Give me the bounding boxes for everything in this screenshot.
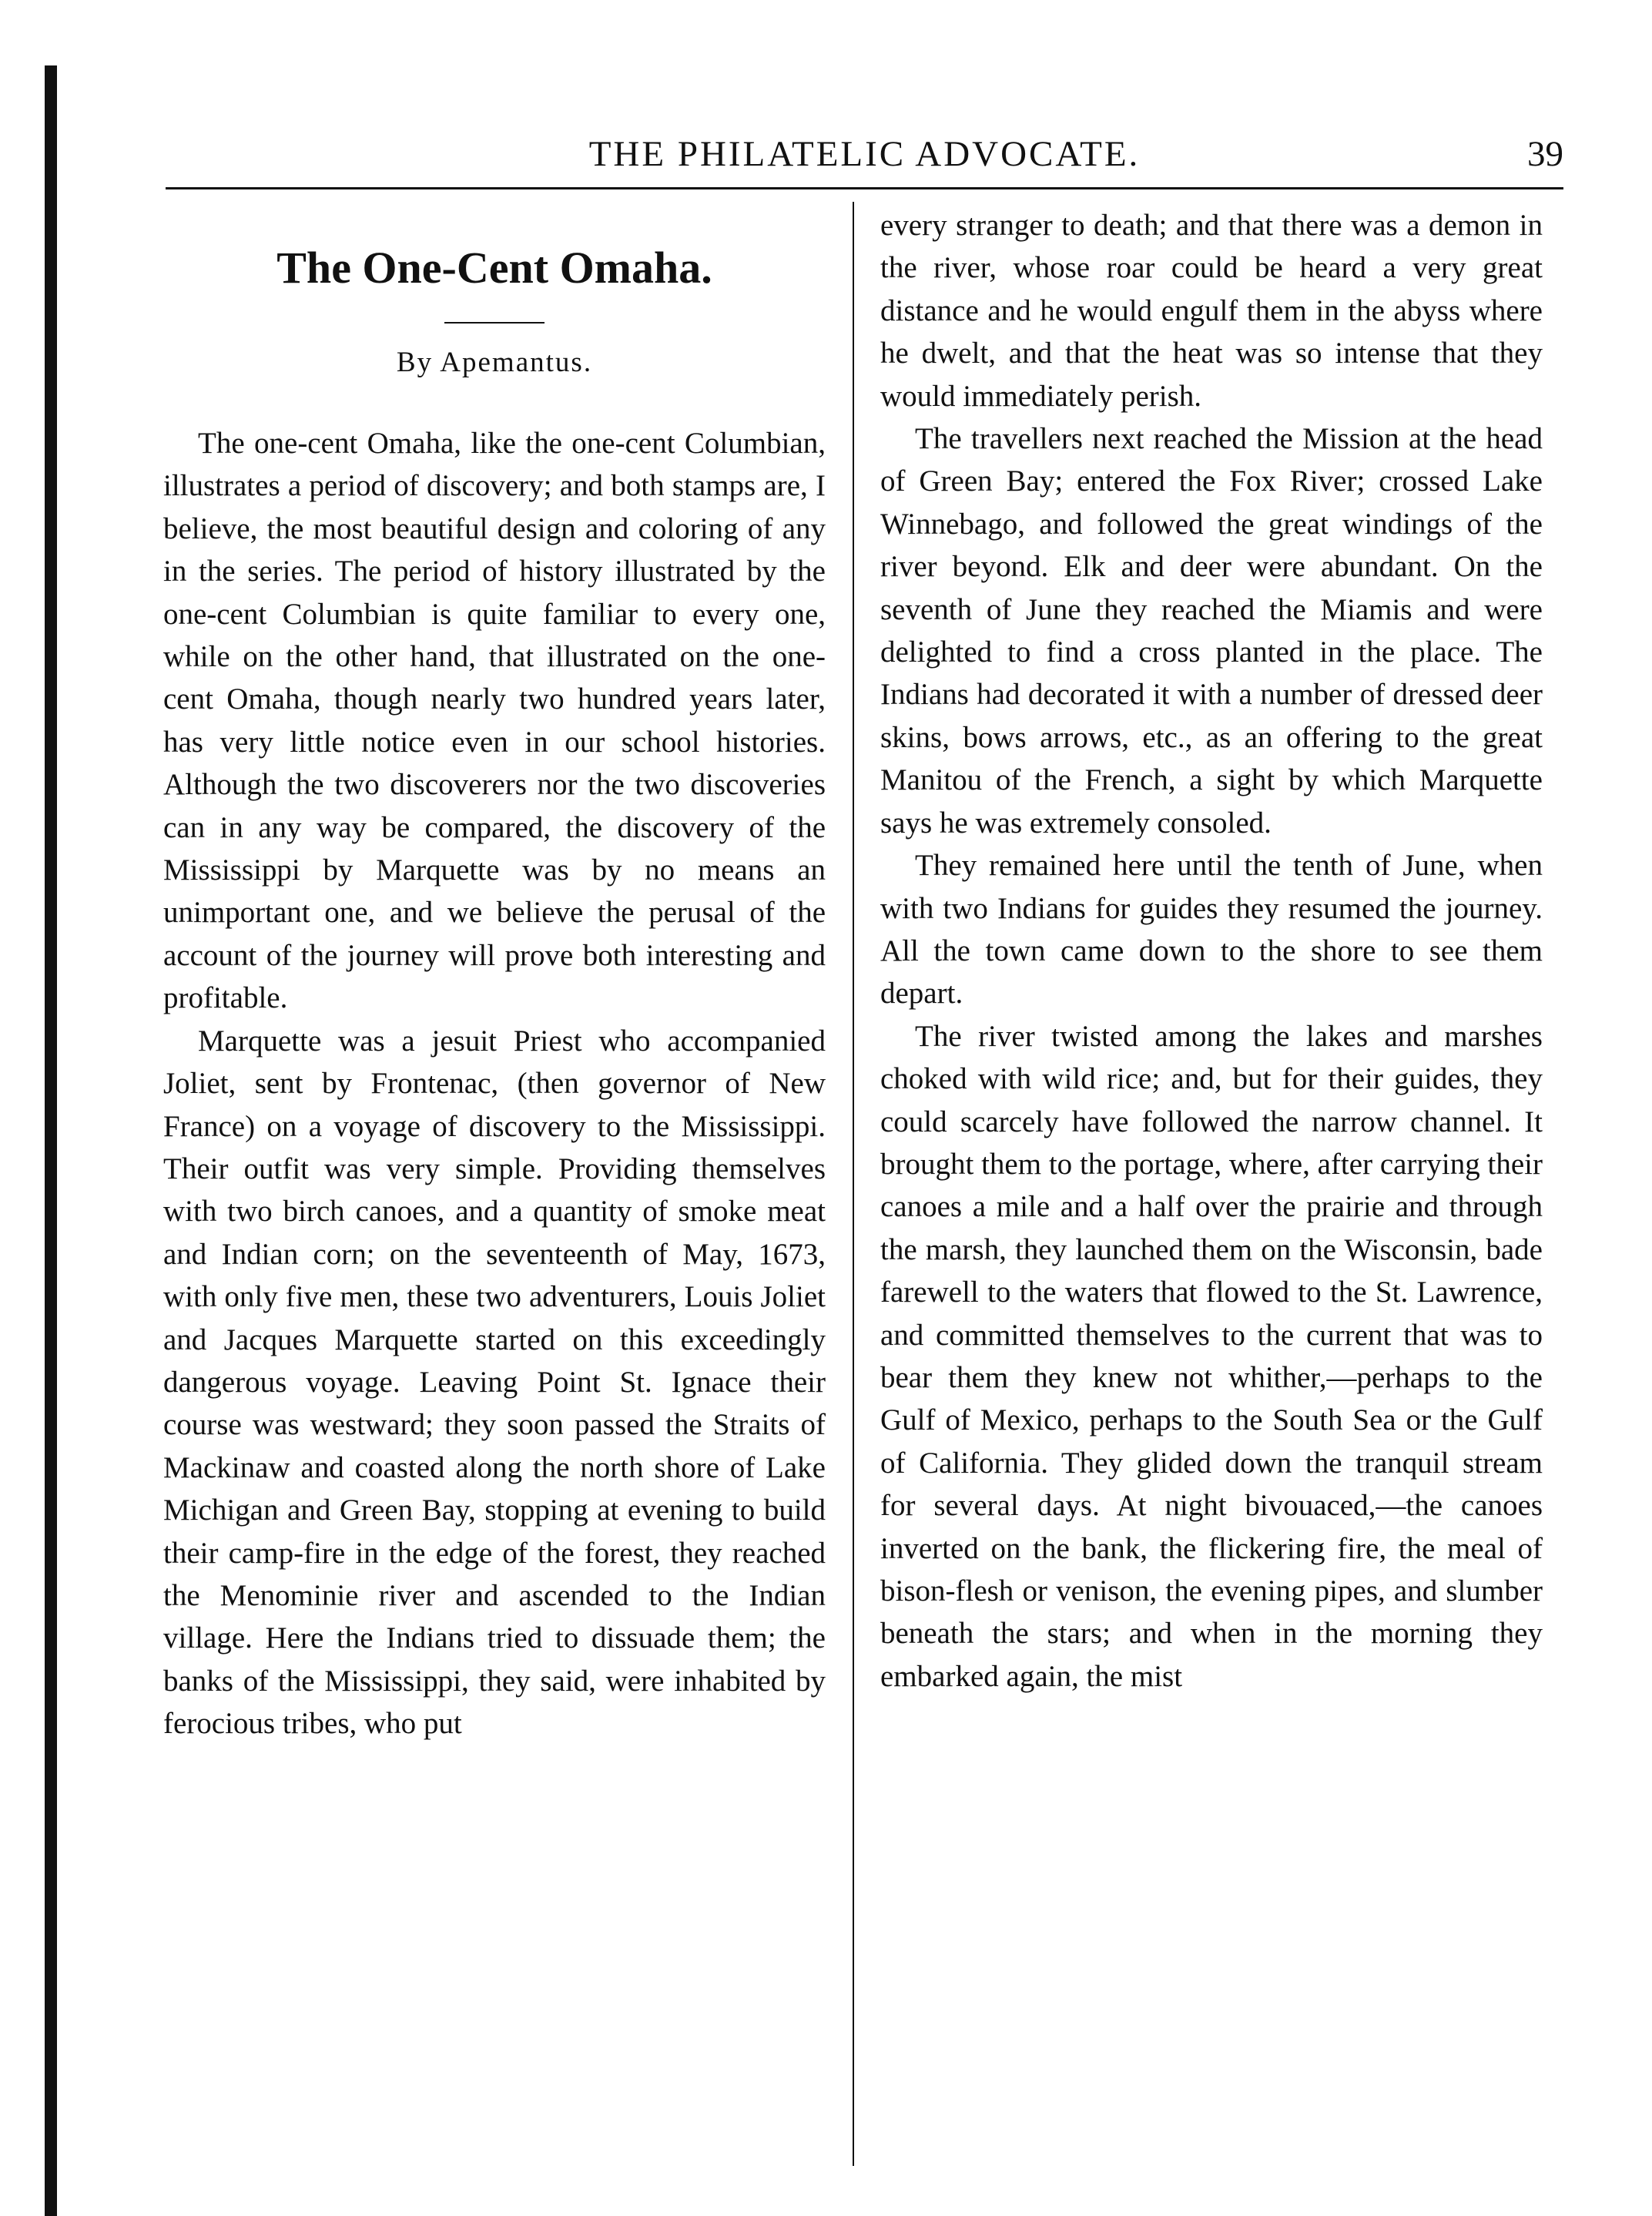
running-header: [166, 127, 1563, 181]
article-title: The One-Cent Omaha.: [276, 243, 712, 293]
column-divider: [853, 202, 854, 2166]
body-paragraph: The river twisted among the lakes and marshes choked with wild rice; and, but for their guides, they could scarcely have followed the narrow channel. It brought them to the portage, where, after carrying their canoes a mile and a half over the prairie and through the marsh, they launched them on the Wisconsin, bade farewell to the waters that flowed to the St. Lawrence, and committed themselves to the current that was to bear them they knew not whither,—perhaps to the Gulf of Mexico, perhaps to the South Sea or the Gulf of California. They glided down the tranquil stream for several days. At night bivouaced,—the canoes inverted on the bank, the flickering fire, the meal of bison-flesh or venison, the evening pipes, and slumber beneath the stars; and when in the morning they embarked again, the mist: [880, 1019, 1543, 1693]
body-paragraph: They remained here until the tenth of June, when with two Indians for guides they resumed the journey. All the town came down to the shore to see them depart.: [880, 849, 1543, 1011]
body-paragraph-continued: every stranger to death; and that there was a demon in the river, whose roar could be heard a very great distance and he would engulf them in the abyss where he dwelt, and that the heat was so intense that they would immediately perish.: [880, 209, 1543, 413]
right-column: [880, 204, 1543, 1698]
page-binding-edge: [45, 65, 57, 2216]
body-paragraph: Marquette was a jesuit Priest who accompanied Joliet, sent by Frontenac, (then governor of New France) on a voyage of discovery to the Mississippi. Their outfit was very simple. Providing themselves with two birch canoes, and a quantity of smoke meat and Indian corn; on the seventeenth of May, 1673, with only five men, these two adventurers, Louis Joliet and Jacques Marquette started on this exceedingly dangerous voyage. Leaving Point St. Ignace their course was westward; they soon passed the Straits of Mackinaw and coasted along the north shore of Lake Michigan and Green Bay, stopping at evening to build their camp-fire in the edge of the forest, they reached the Menominie river and ascended to the Indian village. Here the Indians tried to dissuade them; the banks of the Mississippi, they said, were inhabited by ferocious tribes, who put: [163, 1024, 826, 1741]
page-number: 39: [1527, 134, 1563, 174]
body-paragraph: The one-cent Omaha, like the one-cent Columbian, illustrates a period of discovery; and both stamps are, I believe, the most beautiful design and coloring of any in the series. The period of history illustrated by the one-cent Columbian is quite familiar to every one, while on the other hand, that illustrated on the one-cent Omaha, though nearly two hundred years later, has very little notice even in our school histories. Although the two discoverers nor the two discoveries can in any way be compared, the discovery of the Mississippi by Marquette was by no means an unimportant one, and we believe the perusal of the account of the journey will prove both interesting and profitable.: [163, 427, 826, 1015]
body-paragraph: The travellers next reached the Mission at the head of Green Bay; entered the Fox River; crossed Lake Winnebago, and followed the great windings of the river beyond. Elk and deer were abundant. On the seventh of June they reached the Miamis and were delighted to find a cross planted in the place. The Indians had decorated it with a number of dressed deer skins, bows arrows, etc., as an offering to the great Manitou of the French, a sight by which Marquette says he was extremely consoled.: [880, 422, 1543, 840]
running-title: THE PHILATELIC ADVOCATE.: [588, 134, 1141, 174]
title-rule: [444, 322, 545, 324]
left-column: [163, 204, 826, 1745]
header-rule: [166, 187, 1563, 189]
article-byline: By Apemantus.: [396, 347, 593, 378]
